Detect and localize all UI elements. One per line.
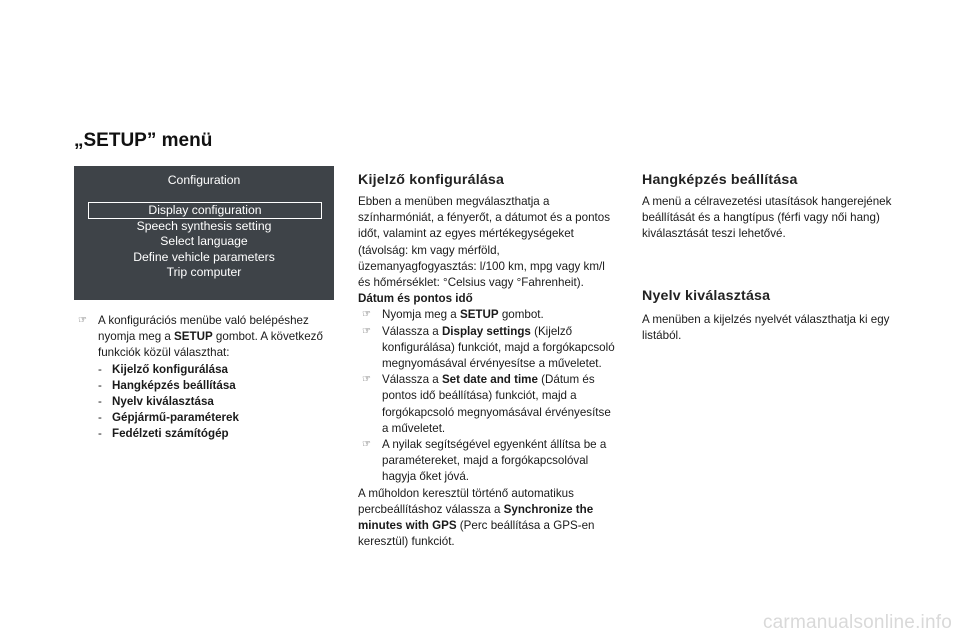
configuration-screen [74,166,334,300]
column-setup-intro [74,313,334,443]
list-item: - Kijelző konfigurálása [98,362,228,376]
section-heading: Hangképzés beállítása [642,172,798,188]
section-heading: Kijelző konfigurálása [358,172,505,188]
step-2: ☞ Válassza a Display settings (Kijelző konfigurálása) funkciót, majd a forgókapcsoló megnyomásával érvényesítse a műveletet. [362,324,615,371]
hand-pointer-icon: ☞ [362,374,371,386]
section-intro: Ebben a menüben megválaszthatja a színharmóniát, a fényerőt, a dátumot és a pontos időt, valamint az egyes mértékegységeket (távolság: km vagy mérföld, üzemanyagfogyasztás: l/100 km, mpg vagy km/l és hőmérséklet: °Celsius vagy °Fahrenheit). [358,195,610,290]
watermark: carmanualsonline.info [762,612,952,633]
step-3: ☞ Válassza a Set date and time (Dátum és pontos idő beállítása) funkciót, majd a forgókapcsoló megnyomásával érvényesítse a műveletet. [362,373,611,435]
section-text: A menü a célravezetési utasítások hangerejének beállítását és a hangtípus (férfi vagy női hang) kiválasztását teszi lehetővé. [642,195,892,241]
column-display-configuration [358,172,616,550]
page-title: „SETUP” menü [74,130,213,151]
menu-item-display-configuration[interactable]: Display configuration [88,202,322,219]
gps-sync-paragraph: A műholdon keresztül történő automatikus percbeállításhoz válassza a Synchronize the minutes with GPS (Perc beállítása a GPS-en keresztül) funkciót. [358,486,595,549]
hand-pointer-icon: ☞ [362,439,371,451]
menu-item-vehicle-parameters[interactable]: Define vehicle parameters [133,249,275,264]
screen-menu-list [74,202,334,281]
language-section [642,288,892,345]
hand-pointer-icon: ☞ [78,315,87,326]
menu-item-trip-computer[interactable]: Trip computer [166,265,242,279]
setup-keyword: SETUP [174,330,213,344]
screen-title: Configuration [167,173,241,187]
list-item: - Hangképzés beállítása [98,378,236,392]
hand-pointer-icon: ☞ [362,325,371,337]
list-item: - Gépjármű-paraméterek [98,411,239,425]
section-heading: Nyelv kiválasztása [642,288,771,304]
list-item: - Fedélzeti számítógép [98,427,229,441]
list-item: - Nyelv kiválasztása [98,395,214,409]
step-1: ☞ Nyomja meg a SETUP gombot. [358,307,616,323]
menu-item-select-language[interactable]: Select language [160,234,248,248]
intro-text: A konfigurációs menübe való belépéshez nyomja meg a [98,314,309,344]
menu-item-speech-synthesis[interactable]: Speech synthesis setting [136,218,272,233]
column-speech-and-language [642,172,892,343]
intro-text-end: gombot. A következő funkciók közül választhat: [98,330,323,360]
subheading: Dátum és pontos idő [358,292,473,306]
section-text: A menüben a kijelzés nyelvét választhatja ki egy listából. [642,313,890,343]
bullet-paragraph [74,313,334,362]
hand-pointer-icon: ☞ [362,309,371,321]
step-4: ☞ A nyilak segítségével egyenként állítsa be a paramétereket, majd a forgókapcsolóval hagyja őket jóvá. [362,438,607,484]
